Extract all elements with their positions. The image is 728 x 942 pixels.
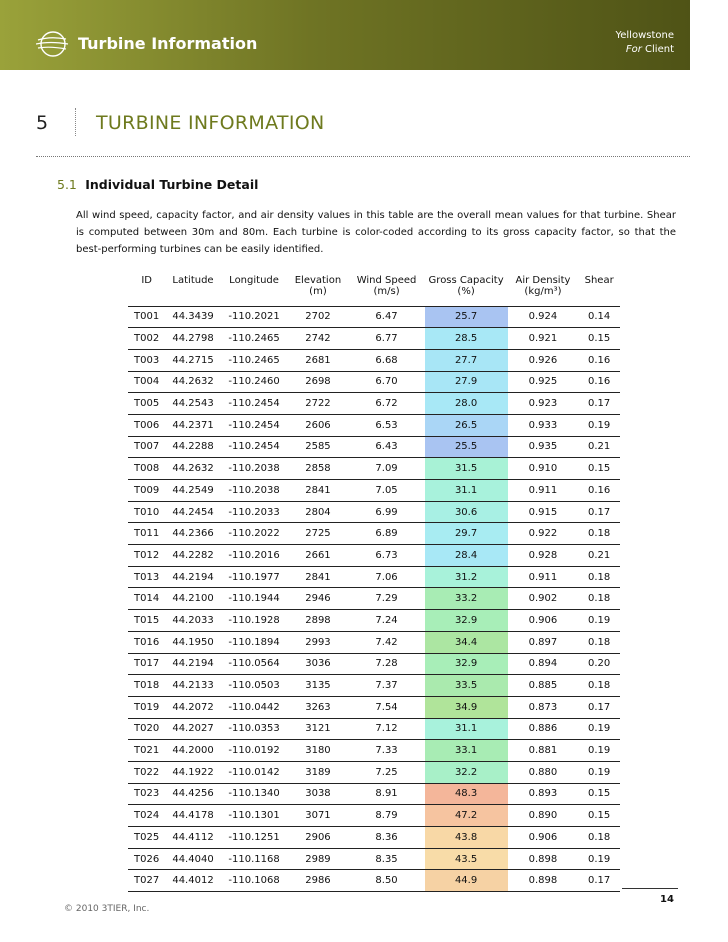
cell-shear: 0.15	[578, 783, 620, 805]
cell-latitude: 44.2194	[165, 653, 220, 675]
cell-shear: 0.16	[578, 371, 620, 393]
cell-latitude: 44.4040	[165, 848, 220, 870]
cell-gross-capacity: 29.7	[425, 523, 508, 545]
header-project-name: Yellowstone	[615, 30, 674, 41]
cell-latitude: 44.2371	[165, 414, 220, 436]
cell-air-density: 0.885	[508, 675, 579, 697]
cell-longitude: -110.2454	[221, 393, 288, 415]
cell-shear: 0.21	[578, 545, 620, 567]
cell-wind-speed: 6.77	[349, 328, 425, 350]
cell-gross-capacity: 28.5	[425, 328, 508, 350]
cell-id: T019	[128, 696, 165, 718]
table-row	[128, 653, 620, 675]
cell-shear: 0.14	[578, 306, 620, 328]
cell-gross-capacity: 31.1	[425, 480, 508, 502]
cell-elevation: 2841	[287, 566, 348, 588]
section-title: Individual Turbine Detail	[85, 177, 259, 192]
table-row	[128, 393, 620, 415]
cell-longitude: -110.2022	[221, 523, 288, 545]
cell-shear: 0.18	[578, 588, 620, 610]
cell-wind-speed: 7.24	[349, 610, 425, 632]
cell-elevation: 3263	[287, 696, 348, 718]
cell-gross-capacity: 28.0	[425, 393, 508, 415]
unit-shear	[578, 286, 620, 306]
cell-gross-capacity: 27.9	[425, 371, 508, 393]
intro-paragraph: All wind speed, capacity factor, and air density values in this table are the overall mean values for that turbine. Shear is computed between 30m and 80m. Each turbine is color-coded according to its gross capacity factor, so that the best-performing turbines can be easily identified.	[76, 210, 676, 255]
table-row	[128, 805, 620, 827]
cell-shear: 0.21	[578, 436, 620, 458]
cell-gross-capacity: 31.2	[425, 566, 508, 588]
cell-latitude: 44.2798	[165, 328, 220, 350]
cell-latitude: 44.2632	[165, 458, 220, 480]
cell-wind-speed: 7.05	[349, 480, 425, 502]
chapter-divider	[36, 156, 690, 157]
cell-wind-speed: 7.33	[349, 740, 425, 762]
cell-shear: 0.18	[578, 675, 620, 697]
table-row	[128, 827, 620, 849]
cell-shear: 0.19	[578, 718, 620, 740]
table-units-row	[128, 286, 620, 306]
cell-gross-capacity: 32.2	[425, 761, 508, 783]
cell-gross-capacity: 33.5	[425, 675, 508, 697]
cell-wind-speed: 6.72	[349, 393, 425, 415]
table-row	[128, 848, 620, 870]
header-client-line	[626, 44, 674, 55]
cell-gross-capacity: 26.5	[425, 414, 508, 436]
cell-id: T023	[128, 783, 165, 805]
cell-gross-capacity: 28.4	[425, 545, 508, 567]
cell-air-density: 0.925	[508, 371, 579, 393]
cell-elevation: 3036	[287, 653, 348, 675]
cell-air-density: 0.915	[508, 501, 579, 523]
cell-elevation: 3135	[287, 675, 348, 697]
cell-elevation: 2986	[287, 870, 348, 892]
table-row	[128, 696, 620, 718]
table-row	[128, 588, 620, 610]
cell-elevation: 3071	[287, 805, 348, 827]
cell-id: T018	[128, 675, 165, 697]
footer-divider	[622, 888, 678, 889]
table-row	[128, 761, 620, 783]
cell-shear: 0.19	[578, 848, 620, 870]
cell-wind-speed: 8.36	[349, 827, 425, 849]
cell-longitude: -110.2460	[221, 371, 288, 393]
cell-wind-speed: 8.79	[349, 805, 425, 827]
cell-longitude: -110.2016	[221, 545, 288, 567]
cell-shear: 0.19	[578, 610, 620, 632]
cell-shear: 0.18	[578, 523, 620, 545]
cell-air-density: 0.922	[508, 523, 579, 545]
wind-logo-icon	[36, 30, 70, 58]
table-row	[128, 480, 620, 502]
cell-wind-speed: 6.99	[349, 501, 425, 523]
cell-latitude: 44.2033	[165, 610, 220, 632]
cell-latitude: 44.2366	[165, 523, 220, 545]
cell-wind-speed: 6.70	[349, 371, 425, 393]
table-row	[128, 501, 620, 523]
cell-longitude: -110.2033	[221, 501, 288, 523]
header-shear: Shear	[584, 275, 614, 286]
cell-gross-capacity: 33.2	[425, 588, 508, 610]
cell-elevation: 2606	[287, 414, 348, 436]
cell-wind-speed: 6.53	[349, 414, 425, 436]
cell-latitude: 44.2288	[165, 436, 220, 458]
unit-air-density: (kg/m³)	[508, 286, 579, 306]
cell-wind-speed: 7.42	[349, 631, 425, 653]
cell-longitude: -110.1068	[221, 870, 288, 892]
cell-elevation: 2681	[287, 349, 348, 371]
cell-shear: 0.17	[578, 501, 620, 523]
table-row	[128, 328, 620, 350]
cell-shear: 0.15	[578, 805, 620, 827]
cell-id: T005	[128, 393, 165, 415]
cell-air-density: 0.928	[508, 545, 579, 567]
cell-wind-speed: 7.25	[349, 761, 425, 783]
cell-wind-speed: 6.73	[349, 545, 425, 567]
cell-latitude: 44.2194	[165, 566, 220, 588]
cell-elevation: 2722	[287, 393, 348, 415]
cell-gross-capacity: 48.3	[425, 783, 508, 805]
unit-gross-capacity: (%)	[425, 286, 508, 306]
cell-id: T021	[128, 740, 165, 762]
chapter-title: TURBINE INFORMATION	[96, 112, 325, 134]
header-air-density: Air Density	[515, 275, 571, 286]
cell-id: T007	[128, 436, 165, 458]
cell-air-density: 0.921	[508, 328, 579, 350]
cell-elevation: 2993	[287, 631, 348, 653]
cell-air-density: 0.926	[508, 349, 579, 371]
cell-air-density: 0.911	[508, 566, 579, 588]
cell-elevation: 2906	[287, 827, 348, 849]
table-row	[128, 675, 620, 697]
cell-longitude: -110.1977	[221, 566, 288, 588]
cell-latitude: 44.2027	[165, 718, 220, 740]
cell-longitude: -110.0353	[221, 718, 288, 740]
chapter-separator	[75, 108, 76, 136]
cell-latitude: 44.2454	[165, 501, 220, 523]
cell-latitude: 44.2000	[165, 740, 220, 762]
cell-id: T016	[128, 631, 165, 653]
cell-longitude: -110.0192	[221, 740, 288, 762]
cell-air-density: 0.933	[508, 414, 579, 436]
header-wind-speed: Wind Speed	[356, 275, 417, 286]
cell-longitude: -110.0564	[221, 653, 288, 675]
table-row	[128, 371, 620, 393]
cell-air-density: 0.898	[508, 870, 579, 892]
cell-latitude: 44.1922	[165, 761, 220, 783]
unit-elevation: (m)	[287, 286, 348, 306]
cell-air-density: 0.880	[508, 761, 579, 783]
cell-shear: 0.18	[578, 827, 620, 849]
table-row	[128, 349, 620, 371]
turbine-table	[128, 268, 620, 892]
cell-wind-speed: 7.12	[349, 718, 425, 740]
cell-gross-capacity: 34.9	[425, 696, 508, 718]
cell-longitude: -110.2021	[221, 306, 288, 328]
cell-id: T015	[128, 610, 165, 632]
cell-air-density: 0.923	[508, 393, 579, 415]
cell-shear: 0.17	[578, 696, 620, 718]
cell-gross-capacity: 32.9	[425, 610, 508, 632]
cell-id: T001	[128, 306, 165, 328]
section-number: 5.1	[57, 177, 77, 192]
cell-longitude: -110.0503	[221, 675, 288, 697]
cell-shear: 0.15	[578, 328, 620, 350]
cell-longitude: -110.1340	[221, 783, 288, 805]
cell-air-density: 0.935	[508, 436, 579, 458]
cell-elevation: 2841	[287, 480, 348, 502]
unit-latitude	[165, 286, 220, 306]
cell-longitude: -110.1894	[221, 631, 288, 653]
cell-latitude: 44.2133	[165, 675, 220, 697]
cell-air-density: 0.893	[508, 783, 579, 805]
cell-id: T026	[128, 848, 165, 870]
cell-latitude: 44.4256	[165, 783, 220, 805]
cell-gross-capacity: 47.2	[425, 805, 508, 827]
cell-air-density: 0.873	[508, 696, 579, 718]
cell-wind-speed: 6.47	[349, 306, 425, 328]
cell-elevation: 2698	[287, 371, 348, 393]
table-row	[128, 783, 620, 805]
header-for-label: For	[625, 44, 642, 55]
cell-wind-speed: 6.89	[349, 523, 425, 545]
cell-id: T014	[128, 588, 165, 610]
cell-latitude: 44.3439	[165, 306, 220, 328]
cell-gross-capacity: 30.6	[425, 501, 508, 523]
cell-id: T003	[128, 349, 165, 371]
cell-id: T004	[128, 371, 165, 393]
cell-air-density: 0.906	[508, 610, 579, 632]
chapter-number: 5	[36, 112, 49, 134]
cell-wind-speed: 7.28	[349, 653, 425, 675]
cell-shear: 0.19	[578, 414, 620, 436]
cell-id: T024	[128, 805, 165, 827]
cell-elevation: 2804	[287, 501, 348, 523]
cell-gross-capacity: 27.7	[425, 349, 508, 371]
cell-air-density: 0.911	[508, 480, 579, 502]
cell-id: T011	[128, 523, 165, 545]
cell-longitude: -110.1168	[221, 848, 288, 870]
cell-gross-capacity: 32.9	[425, 653, 508, 675]
table-row	[128, 631, 620, 653]
cell-shear: 0.15	[578, 458, 620, 480]
cell-longitude: -110.2465	[221, 328, 288, 350]
cell-air-density: 0.881	[508, 740, 579, 762]
cell-longitude: -110.2465	[221, 349, 288, 371]
cell-latitude: 44.4178	[165, 805, 220, 827]
cell-latitude: 44.2632	[165, 371, 220, 393]
cell-elevation: 2989	[287, 848, 348, 870]
cell-shear: 0.18	[578, 631, 620, 653]
cell-shear: 0.19	[578, 740, 620, 762]
cell-air-density: 0.894	[508, 653, 579, 675]
cell-shear: 0.19	[578, 761, 620, 783]
cell-wind-speed: 7.09	[349, 458, 425, 480]
cell-id: T002	[128, 328, 165, 350]
cell-air-density: 0.906	[508, 827, 579, 849]
cell-latitude: 44.2715	[165, 349, 220, 371]
cell-id: T020	[128, 718, 165, 740]
cell-shear: 0.18	[578, 566, 620, 588]
cell-wind-speed: 8.50	[349, 870, 425, 892]
cell-wind-speed: 8.35	[349, 848, 425, 870]
cell-latitude: 44.2100	[165, 588, 220, 610]
cell-gross-capacity: 31.1	[425, 718, 508, 740]
cell-id: T008	[128, 458, 165, 480]
cell-id: T022	[128, 761, 165, 783]
cell-wind-speed: 6.43	[349, 436, 425, 458]
header-title: Turbine Information	[78, 34, 258, 53]
table-row	[128, 566, 620, 588]
header-elevation: Elevation	[294, 275, 342, 286]
cell-elevation: 2725	[287, 523, 348, 545]
cell-id: T025	[128, 827, 165, 849]
cell-elevation: 2898	[287, 610, 348, 632]
header-id: ID	[141, 275, 152, 286]
cell-gross-capacity: 43.5	[425, 848, 508, 870]
cell-air-density: 0.897	[508, 631, 579, 653]
cell-elevation: 3189	[287, 761, 348, 783]
cell-gross-capacity: 31.5	[425, 458, 508, 480]
cell-elevation: 2702	[287, 306, 348, 328]
cell-latitude: 44.4012	[165, 870, 220, 892]
cell-latitude: 44.2549	[165, 480, 220, 502]
cell-elevation: 2742	[287, 328, 348, 350]
cell-air-density: 0.890	[508, 805, 579, 827]
cell-longitude: -110.1251	[221, 827, 288, 849]
cell-gross-capacity: 34.4	[425, 631, 508, 653]
cell-gross-capacity: 43.8	[425, 827, 508, 849]
cell-air-density: 0.886	[508, 718, 579, 740]
cell-shear: 0.16	[578, 480, 620, 502]
cell-latitude: 44.2072	[165, 696, 220, 718]
cell-wind-speed: 7.06	[349, 566, 425, 588]
unit-longitude	[221, 286, 288, 306]
cell-longitude: -110.1301	[221, 805, 288, 827]
cell-elevation: 2858	[287, 458, 348, 480]
cell-wind-speed: 7.37	[349, 675, 425, 697]
table-row	[128, 414, 620, 436]
table-row	[128, 523, 620, 545]
cell-longitude: -110.2038	[221, 458, 288, 480]
cell-longitude: -110.2454	[221, 414, 288, 436]
cell-gross-capacity: 33.1	[425, 740, 508, 762]
cell-id: T010	[128, 501, 165, 523]
cell-latitude: 44.1950	[165, 631, 220, 653]
cell-elevation: 3038	[287, 783, 348, 805]
cell-elevation: 3121	[287, 718, 348, 740]
cell-longitude: -110.1928	[221, 610, 288, 632]
cell-gross-capacity: 44.9	[425, 870, 508, 892]
cell-air-density: 0.898	[508, 848, 579, 870]
cell-gross-capacity: 25.7	[425, 306, 508, 328]
table-row	[128, 436, 620, 458]
header-latitude: Latitude	[172, 275, 214, 286]
cell-id: T027	[128, 870, 165, 892]
cell-longitude: -110.1944	[221, 588, 288, 610]
table-header-row	[128, 268, 620, 286]
cell-id: T006	[128, 414, 165, 436]
cell-gross-capacity: 25.5	[425, 436, 508, 458]
header-longitude: Longitude	[229, 275, 279, 286]
page-header	[0, 0, 690, 70]
cell-id: T017	[128, 653, 165, 675]
copyright-notice: © 2010 3TIER, Inc.	[64, 904, 150, 914]
page-number: 14	[660, 894, 674, 905]
cell-id: T012	[128, 545, 165, 567]
cell-elevation: 3180	[287, 740, 348, 762]
cell-id: T013	[128, 566, 165, 588]
table-row	[128, 610, 620, 632]
turbine-table-body	[128, 306, 620, 892]
cell-air-density: 0.902	[508, 588, 579, 610]
cell-wind-speed: 7.54	[349, 696, 425, 718]
cell-longitude: -110.0442	[221, 696, 288, 718]
cell-shear: 0.16	[578, 349, 620, 371]
unit-id	[128, 286, 165, 306]
header-gross-capacity: Gross Capacity	[428, 275, 504, 286]
table-row	[128, 870, 620, 892]
cell-air-density: 0.910	[508, 458, 579, 480]
section-heading	[57, 177, 258, 192]
cell-longitude: -110.0142	[221, 761, 288, 783]
cell-shear: 0.17	[578, 870, 620, 892]
cell-air-density: 0.924	[508, 306, 579, 328]
table-row	[128, 545, 620, 567]
cell-wind-speed: 6.68	[349, 349, 425, 371]
table-row	[128, 718, 620, 740]
cell-shear: 0.17	[578, 393, 620, 415]
table-row	[128, 740, 620, 762]
table-row	[128, 306, 620, 328]
cell-longitude: -110.2038	[221, 480, 288, 502]
cell-elevation: 2585	[287, 436, 348, 458]
cell-shear: 0.20	[578, 653, 620, 675]
header-client-label: Client	[645, 44, 674, 55]
cell-elevation: 2946	[287, 588, 348, 610]
cell-longitude: -110.2454	[221, 436, 288, 458]
cell-wind-speed: 7.29	[349, 588, 425, 610]
cell-latitude: 44.2543	[165, 393, 220, 415]
cell-latitude: 44.4112	[165, 827, 220, 849]
unit-wind-speed: (m/s)	[349, 286, 425, 306]
table-row	[128, 458, 620, 480]
cell-latitude: 44.2282	[165, 545, 220, 567]
cell-wind-speed: 8.91	[349, 783, 425, 805]
cell-elevation: 2661	[287, 545, 348, 567]
cell-id: T009	[128, 480, 165, 502]
